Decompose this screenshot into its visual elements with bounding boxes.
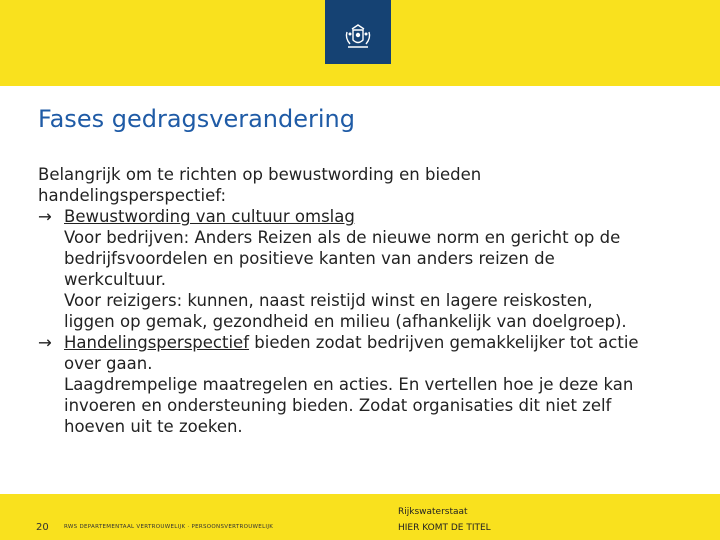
point2-rest: bieden zodat bedrijven gemakkelijker tot actie bbox=[249, 333, 639, 352]
footer-band bbox=[0, 494, 720, 540]
point1-heading: Bewustwording van cultuur omslag bbox=[64, 207, 355, 226]
department-label: RWS DEPARTEMENTAAL VERTROUWELIJK · PERSOONSVERTROUWELIJK bbox=[64, 524, 274, 530]
point-line: Voor reizigers: kunnen, naast reistijd winst en lagere reiskosten, bbox=[64, 291, 593, 310]
point-heading bbox=[38, 332, 698, 353]
point-line: invoeren en ondersteuning bieden. Zodat organisaties dit niet zelf bbox=[64, 396, 612, 415]
point-line: Voor bedrijven: Anders Reizen als de nieuwe norm en gericht op de bbox=[64, 228, 621, 247]
coat-of-arms-icon bbox=[342, 20, 374, 52]
arrow-right-icon: → bbox=[38, 333, 52, 352]
arrow-right-icon: → bbox=[38, 207, 52, 226]
intro-line: Belangrijk om te richten op bewustwording en bieden bbox=[38, 165, 482, 184]
point-line: werkcultuur. bbox=[64, 270, 166, 289]
point-line: liggen op gemak, gezondheid en milieu (afhankelijk van doelgroep). bbox=[64, 312, 627, 331]
point-line: Laagdrempelige maatregelen en acties. En vertellen hoe je deze kan bbox=[64, 375, 634, 394]
point2-heading: Handelingsperspectief bbox=[64, 333, 250, 352]
logo bbox=[325, 0, 391, 64]
slide-title: Fases gedragsverandering bbox=[38, 105, 355, 133]
point-line: over gaan. bbox=[64, 354, 153, 373]
point-line: bedrijfsvoordelen en positieve kanten van anders reizen de bbox=[64, 249, 555, 268]
point-heading bbox=[38, 206, 698, 227]
footer-title: HIER KOMT DE TITEL bbox=[398, 523, 491, 533]
page-number: 20 bbox=[36, 522, 49, 533]
point-line: hoeven uit te zoeken. bbox=[64, 417, 243, 436]
slide-body bbox=[38, 164, 698, 437]
organization-name: Rijkswaterstaat bbox=[398, 507, 468, 517]
intro-line: handelingsperspectief: bbox=[38, 186, 227, 205]
